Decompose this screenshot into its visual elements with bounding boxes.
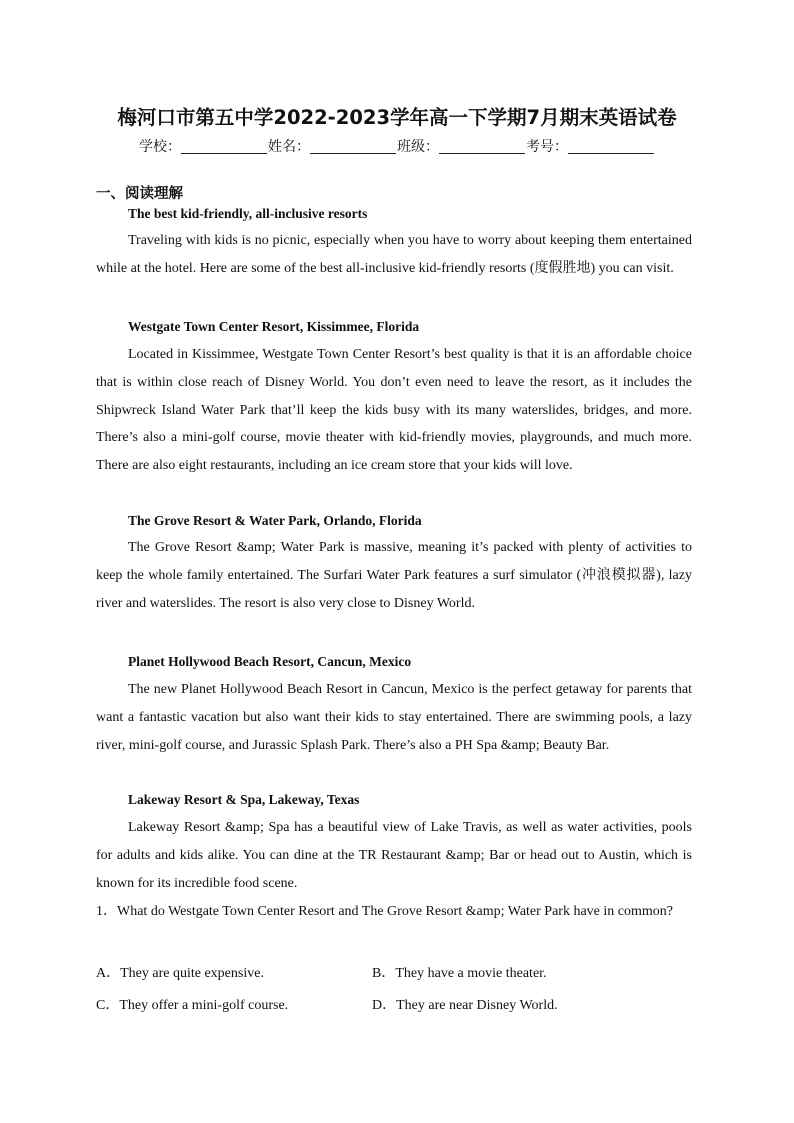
option-d[interactable]: D．They are near Disney World. <box>372 998 558 1013</box>
resort-heading: Planet Hollywood Beach Resort, Cancun, Mexico <box>128 654 412 669</box>
resort-paragraph: Located in Kissimmee, Westgate Town Center Resort’s best quality is that it is an affordable choice that is within close reach of Disney World. You don’t even need to leave the resort, as it includes the Shipwreck Island Water Park that’ll keep the kids busy with its many waterslides, bridges, and more. There’s also a mini-golf course, movie theater with kid-friendly movies, playgrounds, and much more. There are also eight restaurants, including an ice cream store that your kids will love. <box>96 347 692 474</box>
option-b[interactable]: B．They have a movie theater. <box>372 966 547 981</box>
resort-heading: The Grove Resort & Water Park, Orlando, Florida <box>128 513 422 528</box>
name-blank <box>310 139 396 154</box>
exam-title: 梅河口市第五中学2022-2023学年高一下学期7月期末英语试卷 <box>117 106 677 129</box>
resort-paragraph: The Grove Resort &amp; Water Park is massive, meaning it’s packed with plenty of activities to keep the whole family entertained. The Surfari Water Park features a surf simulator (冲浪模拟器), lazy river and waterslides. The resort is also very close to Disney World. <box>96 540 692 611</box>
resort-heading: Westgate Town Center Resort, Kissimmee, Florida <box>128 319 420 334</box>
article-title: The best kid-friendly, all-inclusive resorts <box>128 206 368 221</box>
class-label: 班级： <box>397 139 439 155</box>
school-label: 学校： <box>139 139 181 155</box>
article-intro: Traveling with kids is no picnic, especially when you have to worry about keeping them entertained while at the hotel. Here are some of the best all-inclusive kid-friendly resorts (度假胜地) you can visit. <box>96 233 692 276</box>
class-blank <box>439 139 525 154</box>
option-c[interactable]: C．They offer a mini-golf course. <box>96 998 289 1013</box>
option-a[interactable]: A．They are quite expensive. <box>96 966 264 981</box>
exam-no-label: 考号： <box>526 139 568 155</box>
resort-paragraph: The new Planet Hollywood Beach Resort in Cancun, Mexico is the perfect getaway for parents that want a fantastic vacation but also want their kids to stay entertained. There are swimming pools, a lazy river, mini-golf course, and Jurassic Splash Park. There’s also a PH Spa &amp; Beauty Bar. <box>96 682 692 753</box>
school-blank <box>181 139 267 154</box>
exam-no-blank <box>568 139 654 154</box>
question-stem: 1．What do Westgate Town Center Resort and The Grove Resort &amp; Water Park have in common? <box>96 904 673 919</box>
resort-heading: Lakeway Resort & Spa, Lakeway, Texas <box>128 792 360 807</box>
resort-paragraph: Lakeway Resort &amp; Spa has a beautiful view of Lake Travis, as well as water activities, pools for adults and kids alike. You can dine at the TR Restaurant &amp; Bar or head out to Austin, which is known for its incredible food scene. <box>96 820 692 891</box>
section-title: 一、阅读理解 <box>96 186 183 202</box>
name-label: 姓名： <box>268 139 310 155</box>
student-info-line <box>0 136 794 156</box>
